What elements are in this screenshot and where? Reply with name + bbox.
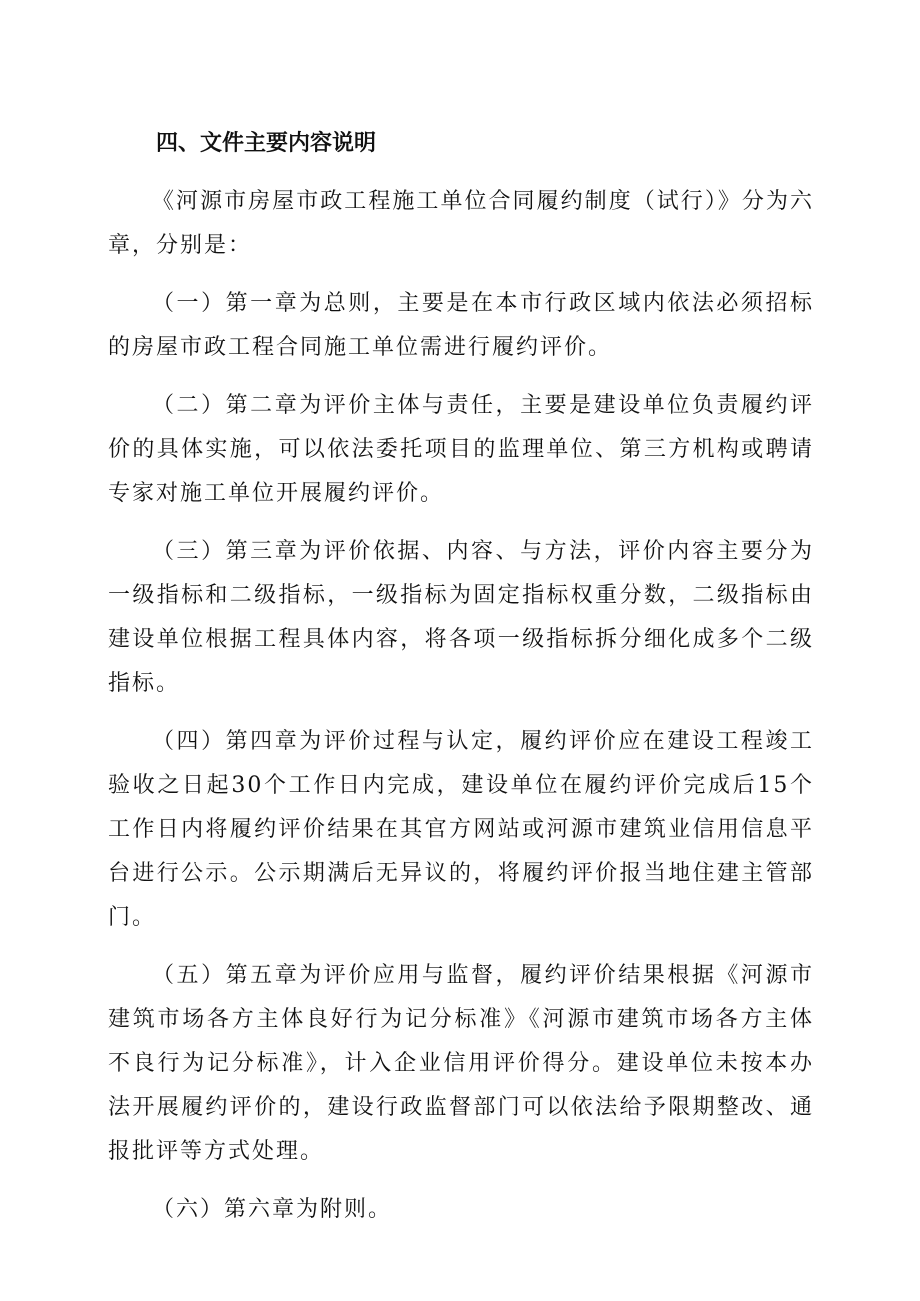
chapter-6-paragraph: （六）第六章为附则。 [152,1197,393,1222]
section-heading: 四、文件主要内容说明 [156,131,377,156]
chapter-2-paragraph: （二）第二章为评价主体与责任，主要是建设单位负责履约评价的具体实施，可以依法委托项目的监理单位、第三方机构或聘请专家对施工单位开展履约评价。 [108,393,814,506]
chapter-3-paragraph: （三）第三章为评价依据、内容、与方法，评价内容主要分为一级指标和二级指标，一级指标为固定指标权重分数，二级指标由建设单位根据工程具体内容，将各项一级指标拆分细化成多个二级指标。 [108,539,814,696]
document-body [108,122,814,1246]
chapter-1-paragraph: （一）第一章为总则，主要是在本市行政区域内依法必须招标的房屋市政工程合同施工单位需进行履约评价。 [108,291,814,360]
chapter-4-paragraph: （四）第四章为评价过程与认定，履约评价应在建设工程竣工验收之日起30个工作日内完成，建设单位在履约评价完成后15个工作日内将履约评价结果在其官方网站或河源市建筑业信用信息平台进行公示。公示期满后无异议的，将履约评价报当地住建主管部门。 [108,729,814,930]
intro-paragraph: 《河源市房屋市政工程施工单位合同履约制度（试行）》分为六章，分别是： [108,189,814,258]
chapter-5-paragraph: （五）第五章为评价应用与监督，履约评价结果根据《河源市建筑市场各方主体良好行为记分标准》《河源市建筑市场各方主体不良行为记分标准》，计入企业信用评价得分。建设单位未按本办法开展履约评价的，建设行政监督部门可以依法给予限期整改、通报批评等方式处理。 [108,963,814,1164]
